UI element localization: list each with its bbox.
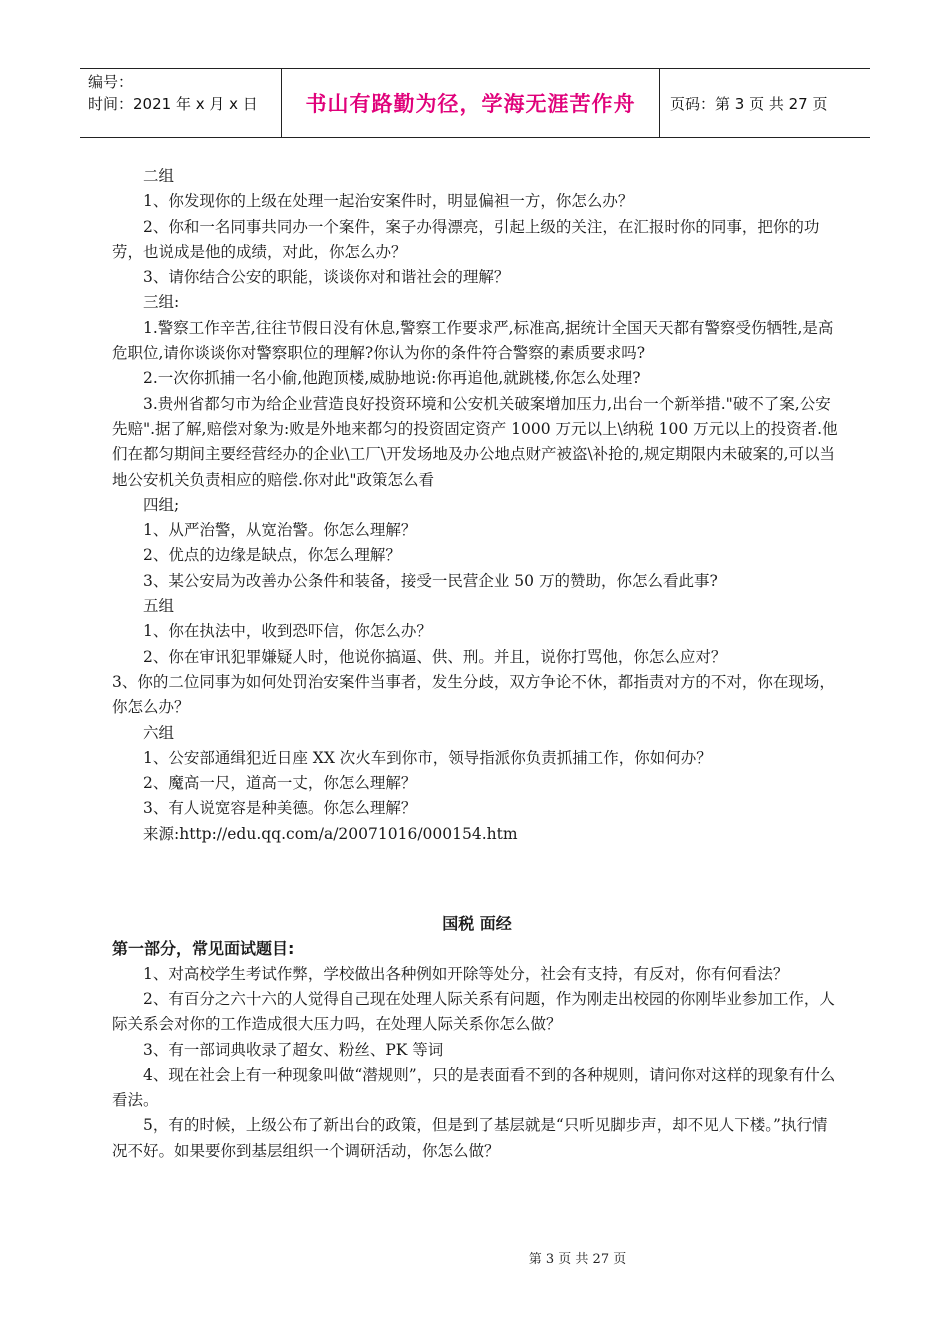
paragraph: 2、魔高一尺，道高一丈，你怎么理解？ — [143, 774, 417, 793]
section-title: 国税 面经 — [442, 914, 512, 934]
document-body — [112, 164, 842, 1164]
paragraph: 1、对高校学生考试作弊，学校做出各种例如开除等处分，社会有支持，有反对，你有何看法？ — [143, 964, 789, 983]
paragraph: 2、有百分之六十六的人觉得自己现在处理人际关系有问题，作为刚走出校园的你刚毕业参加工作，人际关系会对你的工作造成很大压力吗，在处理人际关系你怎么做？ — [112, 989, 835, 1034]
paragraph: 2、你和一名同事共同办一个案件，案子办得漂亮，引起上级的关注，在汇报时你的同事，把你的功劳，也说成是他的成绩，对此，你怎么办？ — [112, 217, 820, 261]
paragraph: 4、现在社会上有一种现象叫做“潜规则”，只的是表面看不到的各种规则，请问你对这样的现象有什么看法。 — [112, 1065, 836, 1110]
header-meta — [80, 69, 282, 137]
page-header — [80, 68, 870, 138]
header-page-label: 页码：第 3 页 共 27 页 — [670, 94, 828, 113]
paragraph: 二组 — [143, 167, 175, 185]
paragraph: 四组; — [143, 495, 180, 514]
paragraph: 五组 — [143, 597, 175, 616]
paragraph: 2.一次你抓捕一名小偷,他跑顶楼,威胁地说:你再追他,就跳楼,你怎么处理? — [143, 369, 641, 388]
section-gap — [112, 847, 842, 876]
paragraph: 3.贵州省都匀市为给企业营造良好投资环境和公安机关破案增加压力,出台一个新举措."破不了案,公安先赔".据了解,赔偿对象为:败是外地来都匀的投资固定资产 1000 万元以上\纳税 100 万元以上的投资者.他们在都匀期间主要经营经办的企业\工厂\开发场地及办公地点财产被盗\补抢的,规定期限内未破案的,可以当地公安机关负责相应的赔偿.你对此"政策怎么看 — [112, 394, 838, 489]
paragraph: 1、从严治警，从宽治警。你怎么理解？ — [143, 521, 417, 540]
paragraph: 1.警察工作辛苦,往往节假日没有休息,警察工作要求严,标准高,据统计全国天天都有警察受伤牺牲,是高危职位,请你谈谈你对警察职位的理解?你认为你的条件符合警察的素质要求吗? — [112, 318, 834, 363]
paragraph: 3、某公安局为改善办公条件和装备，接受一民营企业 50 万的赞助，你怎么看此事? — [143, 571, 718, 590]
question-list — [112, 164, 842, 847]
paragraph: 1、你发现你的上级在处理一起治安案件时，明显偏袒一方，你怎么办？ — [143, 192, 634, 211]
section-subhead: 第一部分，常见面试题目: — [112, 939, 295, 959]
paragraph: 1、你在执法中，收到恐吓信，你怎么办？ — [143, 622, 432, 641]
paragraph: 三组: — [143, 293, 180, 312]
number-label: 编号： — [88, 73, 134, 91]
paragraph: 3、有人说宽容是种美德。你怎么理解？ — [143, 799, 417, 818]
paragraph: 1、公安部通缉犯近日座 XX 次火车到你市，领导指派你负责抓捕工作，你如何办？ — [143, 748, 712, 767]
paragraph: 六组 — [143, 723, 175, 742]
paragraph: 5，有的时候，上级公布了新出台的政策，但是到了基层就是“只听见脚步声，却不见人下楼。”执行情况不好。如果要你到基层组织一个调研活动，你怎么做？ — [112, 1116, 828, 1160]
date-label: 时间：2021 年 x 月 x 日 — [88, 95, 258, 113]
paragraph: 3、你的二位同事为如何处罚治安案件当事者，发生分歧，双方争论不休，都指责对方的不对，你在现场，你怎么办？ — [112, 672, 835, 717]
page-footer: 第 3 页 共 27 页 — [528, 1252, 627, 1267]
section-question-list — [112, 962, 842, 1164]
paragraph: 3、请你结合公安的职能，谈谈你对和谐社会的理解？ — [143, 268, 510, 287]
paragraph: 来源:http://edu.qq.com/a/20071016/000154.htm — [143, 824, 518, 843]
paragraph: 3、有一部词典收录了超女、粉丝、PK 等词 — [143, 1040, 444, 1059]
header-motto: 书山有路勤为径，学海无涯苦作舟 — [282, 69, 660, 137]
paragraph: 2、你在审讯犯罪嫌疑人时，他说你搞逼、供、刑。并且，说你打骂他，你怎么应对？ — [143, 647, 727, 666]
paragraph: 2、优点的边缘是缺点，你怎么理解？ — [143, 546, 401, 565]
